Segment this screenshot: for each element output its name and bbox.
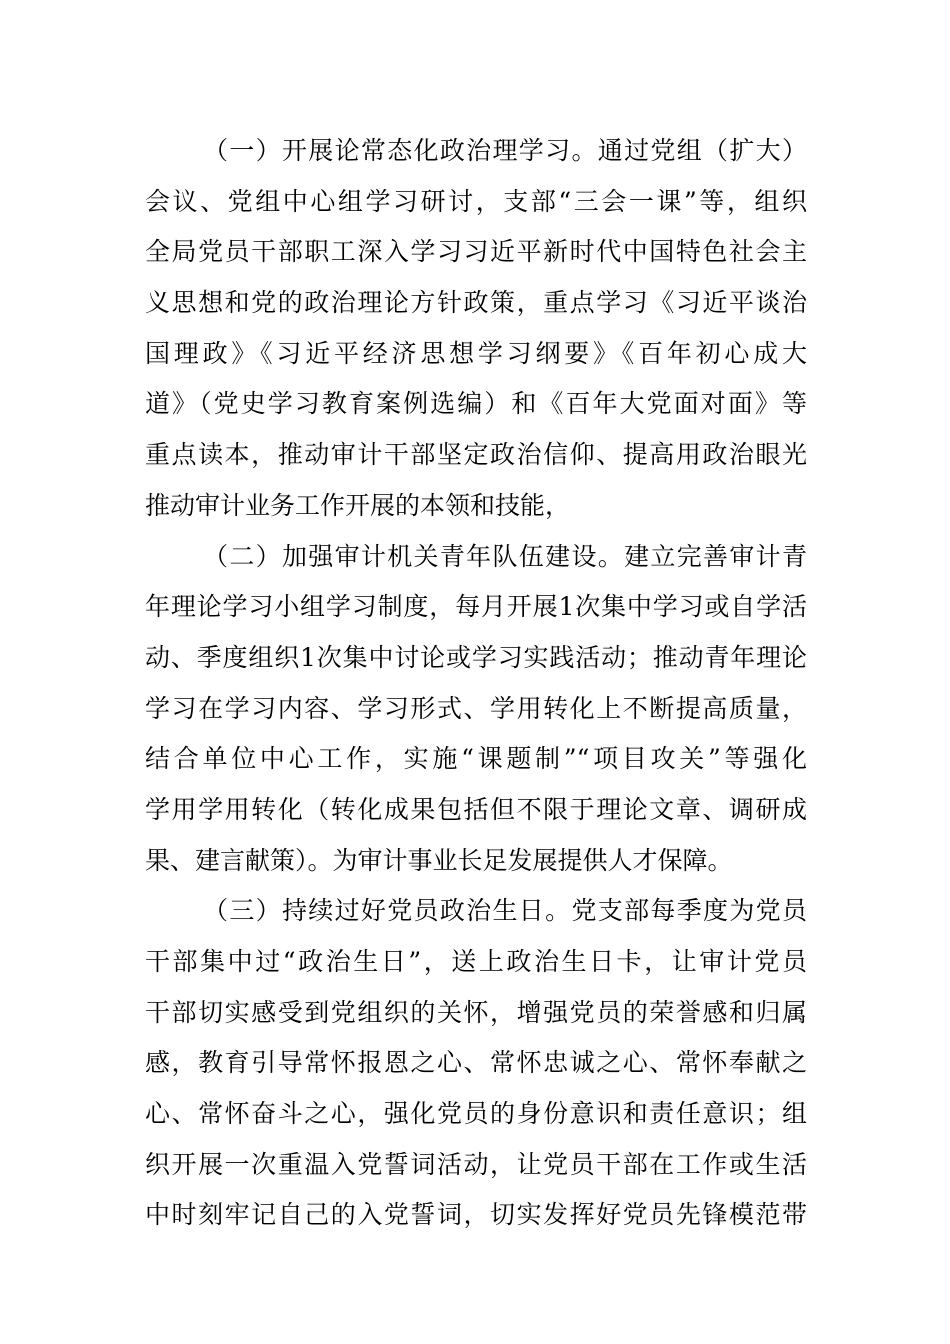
paragraph-line: 推动审计业务工作开展的本领和技能， (145, 490, 571, 520)
paragraph-line: 学习在学习内容、学习形式、学用转化上不断提高质量， (145, 693, 807, 723)
paragraph-line: （二）加强审计机关青年队伍建设。建立完善审计青 (203, 541, 807, 571)
paragraph-line: 国理政》《习近平经济思想学习纲要》《百年初心成大 (145, 338, 807, 368)
paragraph-line: 重点读本，推动审计干部坚定政治信仰、提高用政治眼光 (145, 440, 807, 470)
paragraph-line: 结合单位中心工作，实施“课题制”“项目攻关”等强化 (145, 744, 807, 774)
paragraph-line: 会议、党组中心组学习研讨，支部“三会一课”等，组织 (145, 186, 807, 216)
paragraph-line: （三）持续过好党员政治生日。党支部每季度为党员 (203, 896, 807, 926)
paragraph-line: 干部集中过“政治生日”，送上政治生日卡，让审计党员 (145, 947, 807, 976)
paragraph-line: （一）开展论常态化政治理学习。通过党组（扩大） (203, 136, 807, 165)
paragraph-line: 果、建言献策）。为审计事业长足发展提供人才保障。 (145, 845, 733, 875)
paragraph-line: 感，教育引导常怀报恩之心、常怀忠诚之心、常怀奉献之 (145, 1048, 807, 1078)
paragraph-3 (145, 886, 807, 1241)
paragraph-line: 全局党员干部职工深入学习习近平新时代中国特色社会主 (145, 237, 807, 267)
paragraph-1 (145, 126, 807, 532)
paragraph-line: 学用学用转化（转化成果包括但不限于理论文章、调研成 (145, 794, 807, 824)
paragraph-line: 织开展一次重温入党誓词活动，让党员干部在工作或生活 (145, 1149, 807, 1179)
paragraph-line: 干部切实感受到党组织的关怀，增强党员的荣誉感和归属 (145, 997, 807, 1027)
paragraph-line: 动、季度组织1次集中讨论或学习实践活动；推动青年理论 (145, 642, 807, 672)
paragraph-line: 年理论学习小组学习制度，每月开展1次集中学习或自学活 (145, 592, 807, 622)
paragraph-line: 道》（党史学习教育案例选编）和《百年大党面对面》等 (145, 389, 807, 419)
document-body (145, 126, 807, 1241)
paragraph-line: 义思想和党的政治理论方针政策，重点学习《习近平谈治 (145, 288, 807, 318)
paragraph-line: 心、常怀奋斗之心，强化党员的身份意识和责任意识；组 (145, 1099, 807, 1129)
paragraph-2 (145, 532, 807, 887)
paragraph-line: 中时刻牢记自己的入党誓词，切实发挥好党员先锋模范带 (145, 1200, 807, 1230)
